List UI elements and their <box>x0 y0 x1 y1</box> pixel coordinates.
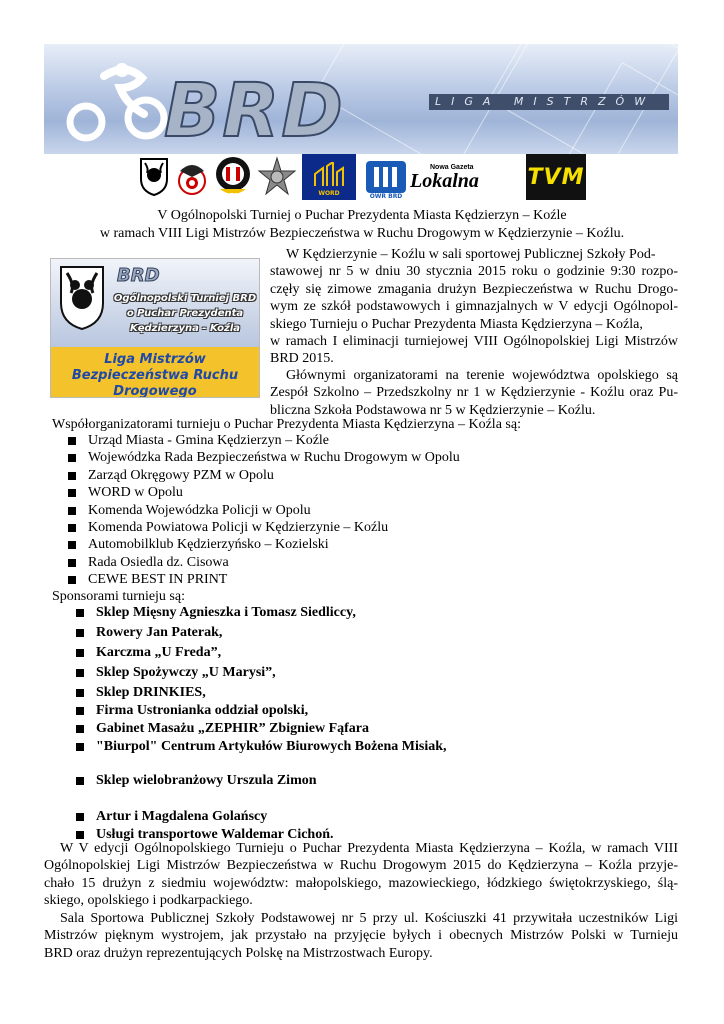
text-line: w ramach I eliminacji turniejowej VIII Ogólnopolskiej Ligi Mistrzów <box>270 334 678 350</box>
list-item-text: Gabinet Masażu „ZEPHIR” Zbigniew Fąfara <box>96 721 370 736</box>
text-line: W V edycji Ogólnopolskiego Turnieju o Puchar Prezydenta Miasta Kędzierzyna – Koźla, w ramach VIII <box>60 841 678 856</box>
bullet-icon <box>76 609 84 617</box>
article-title-line-1: V Ogólnopolski Turniej o Puchar Prezydenta Miasta Kędzierzyn – Koźle <box>157 208 567 223</box>
list-item-text: Rowery Jan Paterak, <box>96 625 223 640</box>
list-item-text: Zarząd Okręgowy PZM w Opolu <box>88 467 274 483</box>
text-line: stawowej nr 5 w dniu 30 stycznia 2015 roku o godzinie 9:30 rozpo- <box>270 264 678 280</box>
bullet-icon <box>76 743 84 751</box>
bullet-icon <box>76 831 84 839</box>
bullet-icon <box>76 629 84 637</box>
list-item <box>76 720 696 738</box>
badge-footer-line: Liga Mistrzów <box>104 352 206 367</box>
text-line: skiego, opolskiego i podkarpackiego. <box>44 893 253 909</box>
bullet-icon <box>76 725 84 733</box>
list-item <box>76 702 696 720</box>
bullet-icon <box>68 437 76 445</box>
list-item-text: CEWE BEST IN PRINT <box>88 572 228 588</box>
list-item <box>68 484 688 501</box>
bullet-icon <box>76 689 84 697</box>
nowa-gazeta-lokalna-logo <box>410 154 516 200</box>
list-item <box>68 449 688 466</box>
badge-mini-brand: BRD <box>117 265 160 286</box>
text-line: W Kędzierzynie – Koźlu w sali sportowej Publicznej Szkoły Pod- <box>286 247 656 262</box>
gazeta-small-text: Nowa Gazeta <box>430 163 474 171</box>
list-item-text: Automobilklub Kędzierzyńsko – Kozielski <box>88 537 329 553</box>
intro-paragraph-1 <box>270 246 678 368</box>
tournament-badge-image <box>50 258 260 398</box>
bullet-icon <box>76 649 84 657</box>
pzm-logo-text: PZM <box>224 192 242 200</box>
list-item-text: "Biurpol" Centrum Artykułów Biurowych Bożena Misiak, <box>96 739 447 754</box>
list-item-text: Komenda Wojewódzka Policji w Opolu <box>88 502 311 518</box>
text-line: BRD oraz drużyn reprezentujących Polskę na Mistrzostwach Europy. <box>44 945 433 961</box>
tvm-logo <box>526 154 586 200</box>
pzm-eagle-logo-icon <box>174 154 210 200</box>
word-logo-text: WORD <box>318 190 340 197</box>
word-opole-logo-icon <box>302 154 356 200</box>
list-item <box>68 571 688 588</box>
list-item-text: Komenda Powiatowa Policji w Kędzierzynie – Koźlu <box>88 519 389 535</box>
bullet-icon <box>68 524 76 532</box>
bullet-icon <box>68 541 76 549</box>
list-item <box>68 467 688 484</box>
list-item <box>68 554 688 571</box>
bullet-icon <box>76 707 84 715</box>
list-item <box>76 624 696 644</box>
article-title-line-2: w ramach VIII Ligi Mistrzów Bezpieczeństwa w Ruchu Drogowym w Kędzierzynie – Koźlu. <box>99 226 625 241</box>
sponsors-heading: Sponsorami turnieju są: <box>52 589 185 604</box>
badge-footer <box>51 347 259 398</box>
list-item <box>68 432 688 449</box>
tvm-logo-text: TVM <box>527 164 585 190</box>
list-item-text: Artur i Magdalena Golańscy <box>96 809 268 824</box>
bullet-icon <box>68 507 76 515</box>
sponsors-list <box>76 604 696 844</box>
list-item <box>76 664 696 684</box>
text-line: wym ze szkół podstawowych i gimnazjalnych w V edycji Ogólnopol- <box>270 299 678 315</box>
list-item-text: Usługi transportowe Waldemar Cichoń. <box>96 827 334 842</box>
list-item-text: Wojewódzka Rada Bezpieczeństwa w Ruchu Drogowym w Opolu <box>88 450 460 466</box>
header-banner <box>44 44 678 154</box>
bullet-icon <box>68 559 76 567</box>
text-line: Ogólnopolskiej Ligi Mistrzów Bezpieczeństwa w Ruchu Drogowym 2015 do Kędzierzyna – Koźla przyje- <box>44 858 678 874</box>
owr-brd-logo-icon <box>360 154 412 200</box>
badge-subtitle-line: Ogólnopolski Turniej BRD <box>113 293 257 304</box>
text-line: bliczna Szkoła Podstawowa nr 5 w Kędzierzynie – Koźlu. <box>270 402 596 418</box>
list-item-text: Sklep DRINKIES, <box>96 685 206 700</box>
list-item-text: Karczma „U Freda”, <box>96 645 222 660</box>
text-line: Sala Sportowa Publicznej Szkoły Podstawowej nr 5 przy ul. Kościuszki 41 przywitała uczestników Ligi <box>60 911 678 926</box>
text-line: Mistrzów pięknym wystrojem, jak przystało na przyjęcie byłych i obecnych Mistrzów Polski w Turnieju <box>44 928 678 944</box>
list-item-text: Firma Ustronianka oddział opolski, <box>96 703 309 718</box>
list-item <box>68 502 688 519</box>
badge-subtitle-line: Kędzierzyna - Koźla <box>129 323 241 334</box>
bullet-icon <box>76 669 84 677</box>
bullet-icon <box>68 472 76 480</box>
kedzierzyn-kozle-coat-of-arms-icon <box>138 154 170 200</box>
gazeta-brand-text: Lokalna <box>410 169 479 192</box>
list-item-text: Sklep Mięsny Agnieszka i Tomasz Siedliccy, <box>96 605 356 620</box>
bullet-icon <box>68 576 76 584</box>
text-line: chało 15 drużyn z siedmiu województw: małopolskiego, mazowieckiego, łódzkiego świętokrzyskiego, ślą- <box>44 875 678 891</box>
list-item <box>76 604 696 624</box>
list-item <box>68 519 688 536</box>
list-item <box>76 644 696 664</box>
coorganizers-heading: Współorganizatorami turnieju o Puchar Prezydenta Miasta Kędzierzyna – Koźla są: <box>52 417 521 432</box>
list-item <box>76 684 696 702</box>
text-line: Głównymi organizatorami na terenie województwa opolskiego są <box>286 368 678 383</box>
bullet-icon <box>76 813 84 821</box>
list-item-text: Rada Osiedla dz. Cisowa <box>88 554 229 570</box>
list-item <box>76 738 696 772</box>
coat-of-arms-icon <box>59 265 105 331</box>
list-item <box>68 536 688 553</box>
closing-paragraph-2 <box>44 910 678 962</box>
badge-footer-line: Bezpieczeństwa Ruchu Drogowego <box>71 368 239 398</box>
badge-subtitle <box>113 291 257 336</box>
bullet-icon <box>68 454 76 462</box>
text-line: skiego Turnieju o Puchar Prezydenta Miasta Kędzierzyna – Koźla, <box>270 316 643 332</box>
cyclist-icon <box>64 58 174 143</box>
bullet-icon <box>68 489 76 497</box>
pzm-automobile-club-logo-icon <box>214 154 252 200</box>
list-item-text: Urząd Miasta - Gmina Kędzierzyn – Koźle <box>88 433 330 448</box>
list-item-text: Sklep Spożywczy „U Marysi”, <box>96 665 276 680</box>
banner-brand: BRD <box>164 68 345 154</box>
police-star-logo-icon <box>256 154 298 200</box>
text-line: częły się zimowe zmagania drużyn Bezpieczeństwa w Ruchu Drogo- <box>270 281 678 297</box>
text-line: BRD 2015. <box>270 351 334 367</box>
coorganizers-list <box>68 432 688 589</box>
list-item-text: Sklep wielobranżowy Urszula Zimon <box>96 773 317 788</box>
list-item-text: WORD w Opolu <box>88 485 183 501</box>
owr-brd-logo-text: OWR BRD <box>369 193 403 200</box>
closing-paragraph-1 <box>44 840 678 910</box>
bullet-icon <box>76 777 84 785</box>
list-item <box>76 808 696 826</box>
intro-paragraph-2 <box>270 367 678 419</box>
list-item <box>76 772 696 808</box>
badge-subtitle-line: o Puchar Prezydenta <box>126 308 244 319</box>
text-line: Zespół Szkolno – Przedszkolny nr 1 w Kędzierzynie - Koźlu oraz Pu- <box>270 385 678 401</box>
banner-tagline: LIGA MISTRZÓW <box>429 94 669 110</box>
